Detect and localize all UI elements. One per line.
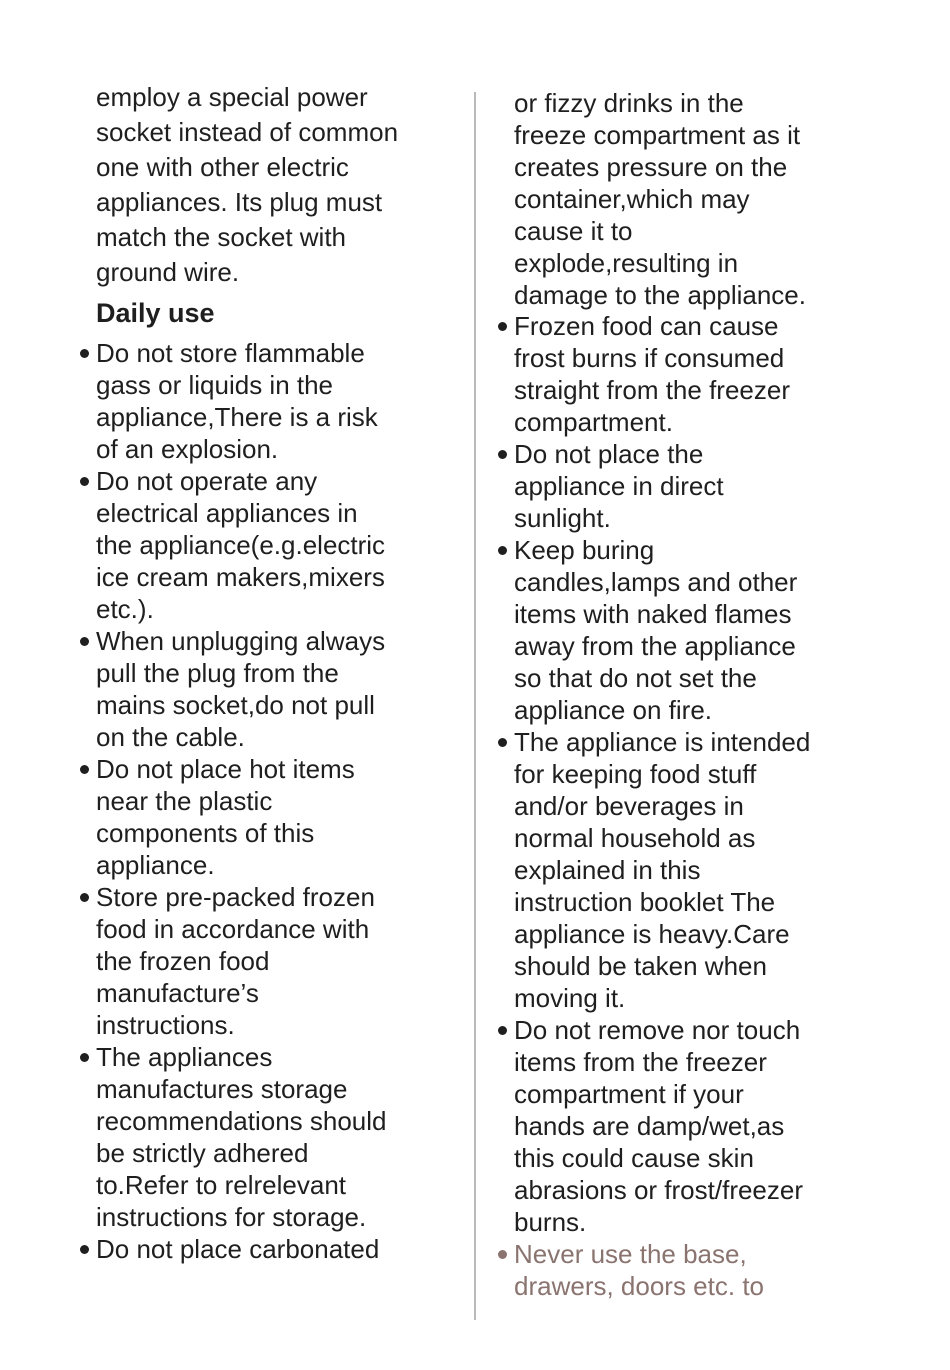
list-item-text: Do not remove nor touch items from the freezer compartment if your hands are damp/wet,as this could cause skin abrasions or frost/freezer burns. [514,1015,804,1237]
bullet-icon [80,1245,89,1254]
list-item [78,1233,438,1265]
list-item-text: Never use the base, drawers, doors etc. to [514,1239,764,1301]
list-item [496,1014,866,1238]
bullet-icon [498,450,507,459]
list-item [496,438,866,534]
list-item [78,753,438,881]
column-divider [474,92,476,1320]
list-item [78,625,438,753]
bullet-icon [80,893,89,902]
list-item [78,881,438,1041]
list-item-text: Frozen food can cause frost burns if consumed straight from the freezer compartment. [514,311,790,437]
list-item-text: When unplugging always pull the plug from the mains socket,do not pull on the cable. [96,626,386,752]
bullet-icon [80,349,89,358]
list-item [78,1041,438,1233]
list-item-text: Do not place the appliance in direct sunlight. [514,439,724,533]
bullet-icon [80,765,89,774]
list-item [78,337,438,465]
section-heading-daily-use: Daily use [96,298,215,328]
list-item [78,465,438,625]
list-item-text: Keep buring candles,lamps and other items with naked flames away from the appliance so that do not set the appliance on fire. [514,535,798,725]
bullet-icon [80,477,89,486]
bullet-icon [498,1026,507,1035]
list-item [496,534,866,726]
list-item-text: The appliance is intended for keeping food stuff and/or beverages in normal household as explained in this instruction booklet The appliance is heavy.Care should be taken when moving it. [514,727,811,1013]
list-item [496,310,866,438]
bullet-icon [498,738,507,747]
bullet-icon [80,1053,89,1062]
list-item-text: Store pre-packed frozen food in accordance with the frozen food manufacture’s instructions. [96,882,375,1040]
list-item [496,726,866,1014]
list-item-muted [496,1238,866,1302]
left-bullet-list [78,337,438,1265]
list-item-text: The appliances manufactures storage recommendations should be strictly adhered to.Refer to relrelevant instructions for storage. [96,1042,387,1232]
continued-paragraph: or fizzy drinks in the freeze compartment as it creates pressure on the container,which may cause it to explode,resulting in damage to the appliance. [514,88,806,310]
list-item-text: Do not operate any electrical appliances in the appliance(e.g.electric ice cream makers,mixers etc.). [96,466,386,624]
bullet-icon [498,1250,507,1259]
bullet-icon [80,637,89,646]
list-item-text: Do not place carbonated [96,1234,380,1264]
intro-paragraph: employ a special power socket instead of common one with other electric appliances. Its plug must match the socket with ground wire. [96,82,399,287]
list-item-text: Do not store flammable gass or liquids in the appliance,There is a risk of an explosion. [96,338,378,464]
bullet-icon [498,322,507,331]
bullet-icon [498,546,507,555]
right-bullet-list [496,310,866,1302]
list-item-text: Do not place hot items near the plastic components of this appliance. [96,754,355,880]
